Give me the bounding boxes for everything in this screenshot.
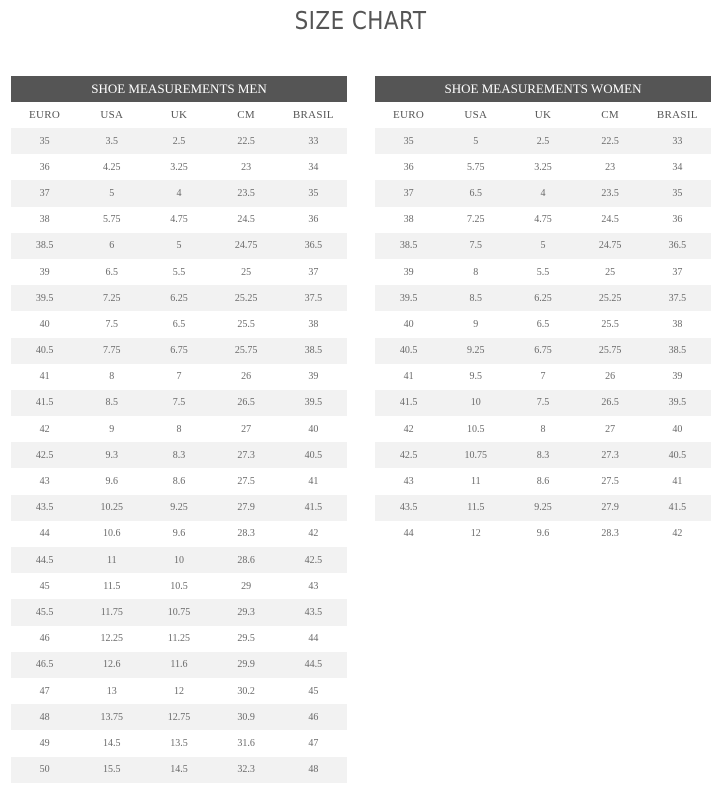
cell-brasil: 36 [280, 207, 347, 233]
cell-usa: 6.5 [78, 259, 145, 285]
table-row [11, 364, 347, 390]
cell-usa: 13 [78, 678, 145, 704]
cell-usa: 12 [442, 521, 509, 547]
column-header-uk: UK [170, 109, 188, 121]
table-row [375, 521, 711, 547]
cell-euro: 35 [375, 128, 442, 154]
cell-uk: 5.5 [509, 259, 576, 285]
cell-usa: 11 [78, 547, 145, 573]
cell-brasil: 38.5 [644, 338, 711, 364]
table-row [375, 495, 711, 521]
cell-brasil: 36 [644, 207, 711, 233]
cell-usa: 9 [442, 311, 509, 337]
cell-usa: 5.75 [442, 154, 509, 180]
cell-brasil: 38 [280, 311, 347, 337]
cell-uk: 6.5 [145, 311, 212, 337]
table-row [11, 704, 347, 730]
cell-brasil: 36.5 [280, 233, 347, 259]
column-header-cm: CM [601, 109, 620, 121]
cell-brasil: 48 [280, 757, 347, 783]
cell-uk: 9.6 [509, 521, 576, 547]
cell-uk: 5 [145, 233, 212, 259]
table-row [375, 154, 711, 180]
cell-usa: 8 [78, 364, 145, 390]
cell-usa: 6 [78, 233, 145, 259]
cell-uk: 5 [509, 233, 576, 259]
cell-cm: 24.75 [213, 233, 280, 259]
cell-brasil: 33 [280, 128, 347, 154]
cell-euro: 38 [375, 207, 442, 233]
cell-usa: 11.75 [78, 599, 145, 625]
cell-brasil: 35 [280, 180, 347, 206]
table-row [375, 311, 711, 337]
cell-uk: 8 [509, 416, 576, 442]
cell-uk: 6.75 [145, 338, 212, 364]
cell-cm: 26.5 [213, 390, 280, 416]
cell-euro: 35 [11, 128, 78, 154]
table-row [11, 757, 347, 783]
table-row [375, 468, 711, 494]
cell-euro: 46 [11, 626, 78, 652]
cell-euro: 42 [11, 416, 78, 442]
cell-uk: 5.5 [145, 259, 212, 285]
cell-usa: 8.5 [442, 285, 509, 311]
men-column-header-row [11, 102, 347, 128]
cell-euro: 45 [11, 573, 78, 599]
cell-brasil: 45 [280, 678, 347, 704]
table-row [11, 180, 347, 206]
cell-cm: 27 [213, 416, 280, 442]
cell-euro: 45.5 [11, 599, 78, 625]
cell-uk: 7 [509, 364, 576, 390]
cell-brasil: 39.5 [644, 390, 711, 416]
cell-brasil: 36.5 [644, 233, 711, 259]
women-table-body [375, 128, 711, 547]
cell-cm: 28.3 [577, 521, 644, 547]
cell-cm: 27.9 [577, 495, 644, 521]
cell-uk: 2.5 [509, 128, 576, 154]
cell-brasil: 37.5 [280, 285, 347, 311]
cell-usa: 9.25 [442, 338, 509, 364]
page-title: SIZE CHART [294, 6, 427, 35]
cell-euro: 43.5 [11, 495, 78, 521]
cell-uk: 7 [145, 364, 212, 390]
cell-uk: 8 [145, 416, 212, 442]
table-row [375, 128, 711, 154]
cell-euro: 39 [11, 259, 78, 285]
cell-usa: 7.25 [442, 207, 509, 233]
cell-usa: 11.5 [78, 573, 145, 599]
cell-cm: 26 [213, 364, 280, 390]
cell-cm: 23.5 [577, 180, 644, 206]
cell-usa: 10.25 [78, 495, 145, 521]
women-column-header-row [375, 102, 711, 128]
cell-usa: 7.5 [78, 311, 145, 337]
cell-uk: 3.25 [145, 154, 212, 180]
cell-uk: 8.3 [509, 442, 576, 468]
cell-usa: 10 [442, 390, 509, 416]
cell-usa: 9.3 [78, 442, 145, 468]
cell-euro: 49 [11, 730, 78, 756]
cell-euro: 41.5 [375, 390, 442, 416]
cell-euro: 46.5 [11, 652, 78, 678]
cell-euro: 41.5 [11, 390, 78, 416]
cell-usa: 10.6 [78, 521, 145, 547]
cell-cm: 30.2 [213, 678, 280, 704]
cell-uk: 10.75 [145, 599, 212, 625]
cell-brasil: 40 [644, 416, 711, 442]
cell-uk: 9.6 [145, 521, 212, 547]
cell-brasil: 38 [644, 311, 711, 337]
table-row [11, 416, 347, 442]
cell-uk: 7.5 [509, 390, 576, 416]
cell-cm: 23 [577, 154, 644, 180]
cell-cm: 24.75 [577, 233, 644, 259]
column-header-usa: USA [100, 109, 124, 121]
cell-brasil: 37.5 [644, 285, 711, 311]
column-header-euro: EURO [29, 109, 61, 121]
cell-euro: 36 [375, 154, 442, 180]
cell-brasil: 42 [280, 521, 347, 547]
table-row [11, 390, 347, 416]
table-row [375, 416, 711, 442]
table-row [11, 599, 347, 625]
cell-brasil: 44 [280, 626, 347, 652]
cell-cm: 28.3 [213, 521, 280, 547]
cell-usa: 8.5 [78, 390, 145, 416]
cell-cm: 26.5 [577, 390, 644, 416]
cell-usa: 7.75 [78, 338, 145, 364]
table-row [11, 678, 347, 704]
cell-brasil: 47 [280, 730, 347, 756]
table-row [11, 128, 347, 154]
cell-uk: 8.6 [145, 468, 212, 494]
cell-brasil: 35 [644, 180, 711, 206]
cell-usa: 4.25 [78, 154, 145, 180]
table-row [11, 652, 347, 678]
cell-euro: 37 [11, 180, 78, 206]
men-table-title: SHOE MEASUREMENTS MEN [11, 76, 347, 102]
cell-brasil: 39 [644, 364, 711, 390]
column-header-usa: USA [464, 109, 488, 121]
cell-euro: 44.5 [11, 547, 78, 573]
cell-brasil: 37 [644, 259, 711, 285]
cell-euro: 37 [375, 180, 442, 206]
cell-euro: 44 [375, 521, 442, 547]
cell-brasil: 40 [280, 416, 347, 442]
cell-brasil: 42 [644, 521, 711, 547]
cell-uk: 14.5 [145, 757, 212, 783]
cell-uk: 12.75 [145, 704, 212, 730]
table-row [11, 547, 347, 573]
cell-euro: 43.5 [375, 495, 442, 521]
cell-uk: 8.6 [509, 468, 576, 494]
cell-euro: 38 [11, 207, 78, 233]
cell-brasil: 40.5 [280, 442, 347, 468]
cell-cm: 25.5 [577, 311, 644, 337]
cell-uk: 10.5 [145, 573, 212, 599]
table-row [375, 259, 711, 285]
cell-usa: 9 [78, 416, 145, 442]
cell-cm: 22.5 [213, 128, 280, 154]
cell-usa: 13.75 [78, 704, 145, 730]
cell-uk: 6.25 [509, 285, 576, 311]
table-row [375, 390, 711, 416]
table-row [11, 233, 347, 259]
cell-cm: 27.9 [213, 495, 280, 521]
cell-usa: 5.75 [78, 207, 145, 233]
table-row [375, 285, 711, 311]
cell-euro: 42.5 [11, 442, 78, 468]
cell-euro: 38.5 [11, 233, 78, 259]
cell-cm: 29.9 [213, 652, 280, 678]
cell-brasil: 43.5 [280, 599, 347, 625]
women-title-row [375, 76, 711, 102]
cell-euro: 40.5 [375, 338, 442, 364]
cell-brasil: 41.5 [280, 495, 347, 521]
cell-euro: 39.5 [375, 285, 442, 311]
cell-brasil: 41.5 [644, 495, 711, 521]
table-row [11, 154, 347, 180]
cell-euro: 39 [375, 259, 442, 285]
cell-usa: 5 [78, 180, 145, 206]
cell-euro: 39.5 [11, 285, 78, 311]
cell-cm: 25.25 [577, 285, 644, 311]
cell-usa: 6.5 [442, 180, 509, 206]
men-size-table [11, 76, 347, 783]
table-row [11, 311, 347, 337]
cell-euro: 41 [11, 364, 78, 390]
cell-uk: 6.5 [509, 311, 576, 337]
cell-usa: 9.5 [442, 364, 509, 390]
cell-uk: 10 [145, 547, 212, 573]
cell-cm: 31.6 [213, 730, 280, 756]
cell-usa: 15.5 [78, 757, 145, 783]
cell-euro: 43 [375, 468, 442, 494]
cell-brasil: 42.5 [280, 547, 347, 573]
cell-euro: 42 [375, 416, 442, 442]
cell-brasil: 38.5 [280, 338, 347, 364]
cell-cm: 27.5 [577, 468, 644, 494]
cell-cm: 29 [213, 573, 280, 599]
table-row [11, 442, 347, 468]
cell-euro: 41 [375, 364, 442, 390]
cell-usa: 14.5 [78, 730, 145, 756]
cell-cm: 25.5 [213, 311, 280, 337]
cell-cm: 27.3 [213, 442, 280, 468]
women-size-table [375, 76, 711, 547]
column-header-brasil: BRASIL [656, 109, 698, 121]
cell-cm: 27 [577, 416, 644, 442]
cell-cm: 25.25 [213, 285, 280, 311]
cell-cm: 23.5 [213, 180, 280, 206]
cell-brasil: 41 [280, 468, 347, 494]
cell-brasil: 39.5 [280, 390, 347, 416]
cell-uk: 3.25 [509, 154, 576, 180]
column-header-brasil: BRASIL [292, 109, 334, 121]
cell-usa: 12.25 [78, 626, 145, 652]
cell-euro: 42.5 [375, 442, 442, 468]
cell-euro: 40 [11, 311, 78, 337]
cell-uk: 6.25 [145, 285, 212, 311]
cell-cm: 30.9 [213, 704, 280, 730]
cell-uk: 4 [145, 180, 212, 206]
cell-usa: 5 [442, 128, 509, 154]
table-row [375, 207, 711, 233]
cell-uk: 11.25 [145, 626, 212, 652]
cell-usa: 7.25 [78, 285, 145, 311]
cell-brasil: 43 [280, 573, 347, 599]
cell-brasil: 46 [280, 704, 347, 730]
cell-brasil: 33 [644, 128, 711, 154]
cell-cm: 26 [577, 364, 644, 390]
cell-uk: 4.75 [145, 207, 212, 233]
cell-usa: 10.5 [442, 416, 509, 442]
cell-brasil: 41 [644, 468, 711, 494]
table-row [375, 442, 711, 468]
table-row [11, 338, 347, 364]
cell-cm: 27.3 [577, 442, 644, 468]
women-table-title: SHOE MEASUREMENTS WOMEN [375, 76, 711, 102]
cell-euro: 36 [11, 154, 78, 180]
table-row [11, 730, 347, 756]
cell-cm: 22.5 [577, 128, 644, 154]
cell-usa: 9.6 [78, 468, 145, 494]
cell-cm: 29.3 [213, 599, 280, 625]
cell-brasil: 37 [280, 259, 347, 285]
cell-uk: 4.75 [509, 207, 576, 233]
cell-usa: 11 [442, 468, 509, 494]
men-table-body [11, 128, 347, 783]
cell-brasil: 39 [280, 364, 347, 390]
table-row [11, 259, 347, 285]
cell-cm: 28.6 [213, 547, 280, 573]
cell-cm: 27.5 [213, 468, 280, 494]
column-header-cm: CM [237, 109, 256, 121]
cell-uk: 9.25 [509, 495, 576, 521]
cell-uk: 12 [145, 678, 212, 704]
cell-uk: 13.5 [145, 730, 212, 756]
table-row [11, 626, 347, 652]
cell-cm: 29.5 [213, 626, 280, 652]
cell-cm: 25 [577, 259, 644, 285]
cell-brasil: 34 [644, 154, 711, 180]
cell-euro: 40.5 [11, 338, 78, 364]
cell-cm: 25.75 [213, 338, 280, 364]
table-row [11, 468, 347, 494]
cell-cm: 24.5 [213, 207, 280, 233]
cell-euro: 50 [11, 757, 78, 783]
cell-uk: 2.5 [145, 128, 212, 154]
cell-usa: 7.5 [442, 233, 509, 259]
cell-euro: 47 [11, 678, 78, 704]
cell-usa: 10.75 [442, 442, 509, 468]
cell-cm: 32.3 [213, 757, 280, 783]
cell-uk: 11.6 [145, 652, 212, 678]
table-row [375, 233, 711, 259]
table-row [375, 180, 711, 206]
cell-cm: 23 [213, 154, 280, 180]
cell-cm: 25.75 [577, 338, 644, 364]
cell-euro: 40 [375, 311, 442, 337]
table-row [11, 207, 347, 233]
cell-cm: 25 [213, 259, 280, 285]
table-row [375, 338, 711, 364]
cell-brasil: 44.5 [280, 652, 347, 678]
table-row [11, 521, 347, 547]
cell-usa: 3.5 [78, 128, 145, 154]
cell-euro: 43 [11, 468, 78, 494]
cell-uk: 8.3 [145, 442, 212, 468]
table-row [11, 495, 347, 521]
cell-uk: 9.25 [145, 495, 212, 521]
table-row [11, 573, 347, 599]
cell-usa: 12.6 [78, 652, 145, 678]
cell-uk: 6.75 [509, 338, 576, 364]
men-title-row [11, 76, 347, 102]
cell-usa: 8 [442, 259, 509, 285]
cell-uk: 7.5 [145, 390, 212, 416]
cell-euro: 44 [11, 521, 78, 547]
cell-brasil: 34 [280, 154, 347, 180]
column-header-euro: EURO [393, 109, 425, 121]
table-row [375, 364, 711, 390]
cell-uk: 4 [509, 180, 576, 206]
cell-euro: 48 [11, 704, 78, 730]
cell-usa: 11.5 [442, 495, 509, 521]
table-row [11, 285, 347, 311]
cell-cm: 24.5 [577, 207, 644, 233]
cell-euro: 38.5 [375, 233, 442, 259]
column-header-uk: UK [534, 109, 552, 121]
cell-brasil: 40.5 [644, 442, 711, 468]
